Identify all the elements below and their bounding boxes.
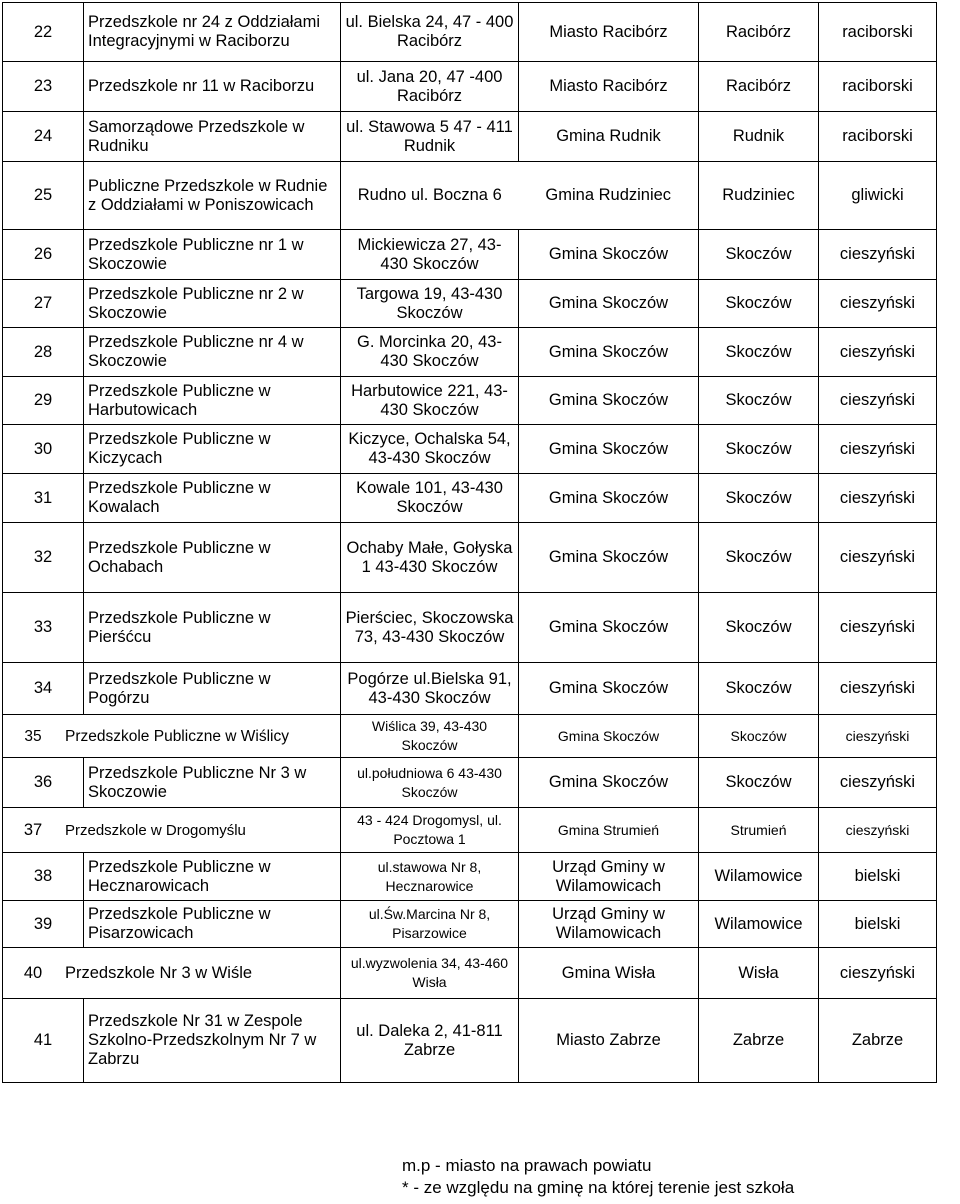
miasto: Skoczów (699, 593, 819, 663)
address: Kowale 101, 43-430 Skoczów (341, 474, 519, 523)
kindergarten-name: Przedszkole Publiczne w Harbutowicach (84, 377, 341, 425)
gmina: Gmina Skoczów (519, 758, 699, 808)
address: ul.wyzwolenia 34, 43-460 Wisła (341, 948, 519, 999)
miasto: Skoczów (699, 425, 819, 474)
number-and-name (3, 715, 341, 758)
table-row (3, 230, 937, 280)
powiat: cieszyński (819, 425, 937, 474)
powiat: bielski (819, 853, 937, 901)
address: ul.południowa 6 43-430 Skoczów (341, 758, 519, 808)
table-row (3, 663, 937, 715)
row-number: 40 (23, 963, 43, 982)
row-number: 33 (3, 593, 84, 663)
kindergarten-name: Przedszkole nr 24 z Oddziałami Integracyjnymi w Raciborzu (84, 3, 341, 62)
address: 43 - 424 Drogomysl, ul. Pocztowa 1 (341, 808, 519, 853)
row-number: 36 (3, 758, 84, 808)
miasto: Skoczów (699, 715, 819, 758)
kindergarten-name: Przedszkole Publiczne w Pogórzu (84, 663, 341, 715)
miasto: Skoczów (699, 663, 819, 715)
row-number: 29 (3, 377, 84, 425)
gmina: Miasto Zabrze (519, 999, 699, 1083)
powiat: cieszyński (819, 808, 937, 853)
miasto: Racibórz (699, 62, 819, 112)
powiat: cieszyński (819, 523, 937, 593)
table-row (3, 112, 937, 162)
address: Pierściec, Skoczowska 73, 43-430 Skoczów (341, 593, 519, 663)
kindergarten-name: Przedszkole Publiczne w Pierśćcu (84, 593, 341, 663)
row-number: 31 (3, 474, 84, 523)
table-row (3, 328, 937, 377)
kindergarten-name: Przedszkole Publiczne nr 4 w Skoczowie (84, 328, 341, 377)
miasto: Wilamowice (699, 901, 819, 948)
footnote-asterisk: * - ze względu na gminę na której terenie jest szkoła (402, 1178, 795, 1197)
address: Mickiewicza 27, 43-430 Skoczów (341, 230, 519, 280)
gmina: Gmina Skoczów (519, 377, 699, 425)
gmina: Gmina Rudnik (519, 112, 699, 162)
miasto: Skoczów (699, 230, 819, 280)
table-row (3, 3, 937, 62)
kindergarten-name: Przedszkole Publiczne nr 2 w Skoczowie (84, 280, 341, 328)
row-number: 26 (3, 230, 84, 280)
address: Kiczyce, Ochalska 54, 43-430 Skoczów (341, 425, 519, 474)
kindergarten-name: Przedszkole Publiczne w Kiczycach (84, 425, 341, 474)
miasto: Skoczów (699, 474, 819, 523)
powiat: Zabrze (819, 999, 937, 1083)
gmina: Urząd Gminy w Wilamowicach (519, 853, 699, 901)
gmina: Gmina Strumień (519, 808, 699, 853)
row-number: 23 (3, 62, 84, 112)
kindergarten-name: Przedszkole Publiczne w Wiślicy (65, 727, 289, 745)
powiat: raciborski (819, 112, 937, 162)
number-and-name (3, 808, 341, 853)
table-row (3, 425, 937, 474)
address: ul. Daleka 2, 41-811 Zabrze (341, 999, 519, 1083)
gmina: Miasto Racibórz (519, 3, 699, 62)
miasto: Racibórz (699, 3, 819, 62)
gmina: Gmina Rudziniec (519, 162, 699, 230)
powiat: cieszyński (819, 328, 937, 377)
miasto: Skoczów (699, 328, 819, 377)
footnotes (402, 1155, 794, 1199)
footnote-city-county: m.p - miasto na prawach powiatu (402, 1156, 652, 1175)
kindergarten-name: Przedszkole Publiczne nr 1 w Skoczowie (84, 230, 341, 280)
table-row (3, 377, 937, 425)
row-number: 25 (3, 162, 84, 230)
gmina: Gmina Skoczów (519, 663, 699, 715)
address: ul. Jana 20, 47 -400 Racibórz (341, 62, 519, 112)
kindergarten-name: Przedszkole Publiczne w Hecznarowicach (84, 853, 341, 901)
address: ul. Bielska 24, 47 - 400 Racibórz (341, 3, 519, 62)
powiat: cieszyński (819, 948, 937, 999)
address: ul. Stawowa 5 47 - 411 Rudnik (341, 112, 519, 162)
powiat: cieszyński (819, 715, 937, 758)
kindergarten-name: Przedszkole Nr 3 w Wiśle (65, 963, 253, 982)
gmina: Gmina Skoczów (519, 474, 699, 523)
miasto: Strumień (699, 808, 819, 853)
gmina: Gmina Skoczów (519, 715, 699, 758)
miasto: Zabrze (699, 999, 819, 1083)
miasto: Rudziniec (699, 162, 819, 230)
table-row (3, 715, 937, 758)
address: Targowa 19, 43-430 Skoczów (341, 280, 519, 328)
address: Ochaby Małe, Gołyska 1 43-430 Skoczów (341, 523, 519, 593)
table-row (3, 523, 937, 593)
miasto: Rudnik (699, 112, 819, 162)
kindergarten-name: Przedszkole Publiczne Nr 3 w Skoczowie (84, 758, 341, 808)
gmina: Gmina Skoczów (519, 230, 699, 280)
row-number: 30 (3, 425, 84, 474)
miasto: Skoczów (699, 523, 819, 593)
row-number: 38 (3, 853, 84, 901)
row-number: 28 (3, 328, 84, 377)
row-number: 34 (3, 663, 84, 715)
powiat: cieszyński (819, 230, 937, 280)
gmina: Gmina Wisła (519, 948, 699, 999)
table-row (3, 948, 937, 999)
table-row (3, 162, 937, 230)
table-row (3, 999, 937, 1083)
powiat: raciborski (819, 3, 937, 62)
address: G. Morcinka 20, 43-430 Skoczów (341, 328, 519, 377)
table-row (3, 474, 937, 523)
address: Pogórze ul.Bielska 91, 43-430 Skoczów (341, 663, 519, 715)
powiat: gliwicki (819, 162, 937, 230)
powiat: cieszyński (819, 593, 937, 663)
table-row (3, 901, 937, 948)
table-row (3, 280, 937, 328)
address: ul.stawowa Nr 8, Hecznarowice (341, 853, 519, 901)
row-number: 27 (3, 280, 84, 328)
row-number: 22 (3, 3, 84, 62)
powiat: cieszyński (819, 758, 937, 808)
kindergarten-name: Publiczne Przedszkole w Rudnie z Oddziałami w Poniszowicach (84, 162, 341, 230)
row-number: 41 (3, 999, 84, 1083)
kindergarten-name: Przedszkole Publiczne w Pisarzowicach (84, 901, 341, 948)
kindergarten-table (2, 2, 937, 1083)
powiat: cieszyński (819, 663, 937, 715)
address: Rudno ul. Boczna 6 (341, 162, 519, 230)
kindergarten-name: Samorządowe Przedszkole w Rudniku (84, 112, 341, 162)
gmina: Gmina Skoczów (519, 593, 699, 663)
address: Harbutowice 221, 43-430 Skoczów (341, 377, 519, 425)
miasto: Wisła (699, 948, 819, 999)
powiat: cieszyński (819, 377, 937, 425)
gmina: Gmina Skoczów (519, 328, 699, 377)
kindergarten-name: Przedszkole Publiczne w Kowalach (84, 474, 341, 523)
table-row (3, 808, 937, 853)
row-number: 37 (23, 820, 43, 839)
kindergarten-name: Przedszkole w Drogomyślu (65, 821, 246, 839)
powiat: raciborski (819, 62, 937, 112)
miasto: Skoczów (699, 758, 819, 808)
miasto: Skoczów (699, 280, 819, 328)
gmina: Gmina Skoczów (519, 523, 699, 593)
kindergarten-name: Przedszkole nr 11 w Raciborzu (84, 62, 341, 112)
table-row (3, 758, 937, 808)
gmina: Miasto Racibórz (519, 62, 699, 112)
gmina: Urząd Gminy w Wilamowicach (519, 901, 699, 948)
row-number: 24 (3, 112, 84, 162)
row-number: 39 (3, 901, 84, 948)
table-row (3, 62, 937, 112)
miasto: Skoczów (699, 377, 819, 425)
address: ul.Św.Marcina Nr 8, Pisarzowice (341, 901, 519, 948)
gmina: Gmina Skoczów (519, 425, 699, 474)
kindergarten-name: Przedszkole Nr 31 w Zespole Szkolno-Przedszkolnym Nr 7 w Zabrzu (84, 999, 341, 1083)
number-and-name (3, 948, 341, 999)
miasto: Wilamowice (699, 853, 819, 901)
powiat: bielski (819, 901, 937, 948)
table-row (3, 593, 937, 663)
row-number: 35 (24, 727, 42, 745)
address: Wiślica 39, 43-430 Skoczów (341, 715, 519, 758)
gmina: Gmina Skoczów (519, 280, 699, 328)
kindergarten-name: Przedszkole Publiczne w Ochabach (84, 523, 341, 593)
powiat: cieszyński (819, 280, 937, 328)
powiat: cieszyński (819, 474, 937, 523)
row-number: 32 (3, 523, 84, 593)
table-row (3, 853, 937, 901)
